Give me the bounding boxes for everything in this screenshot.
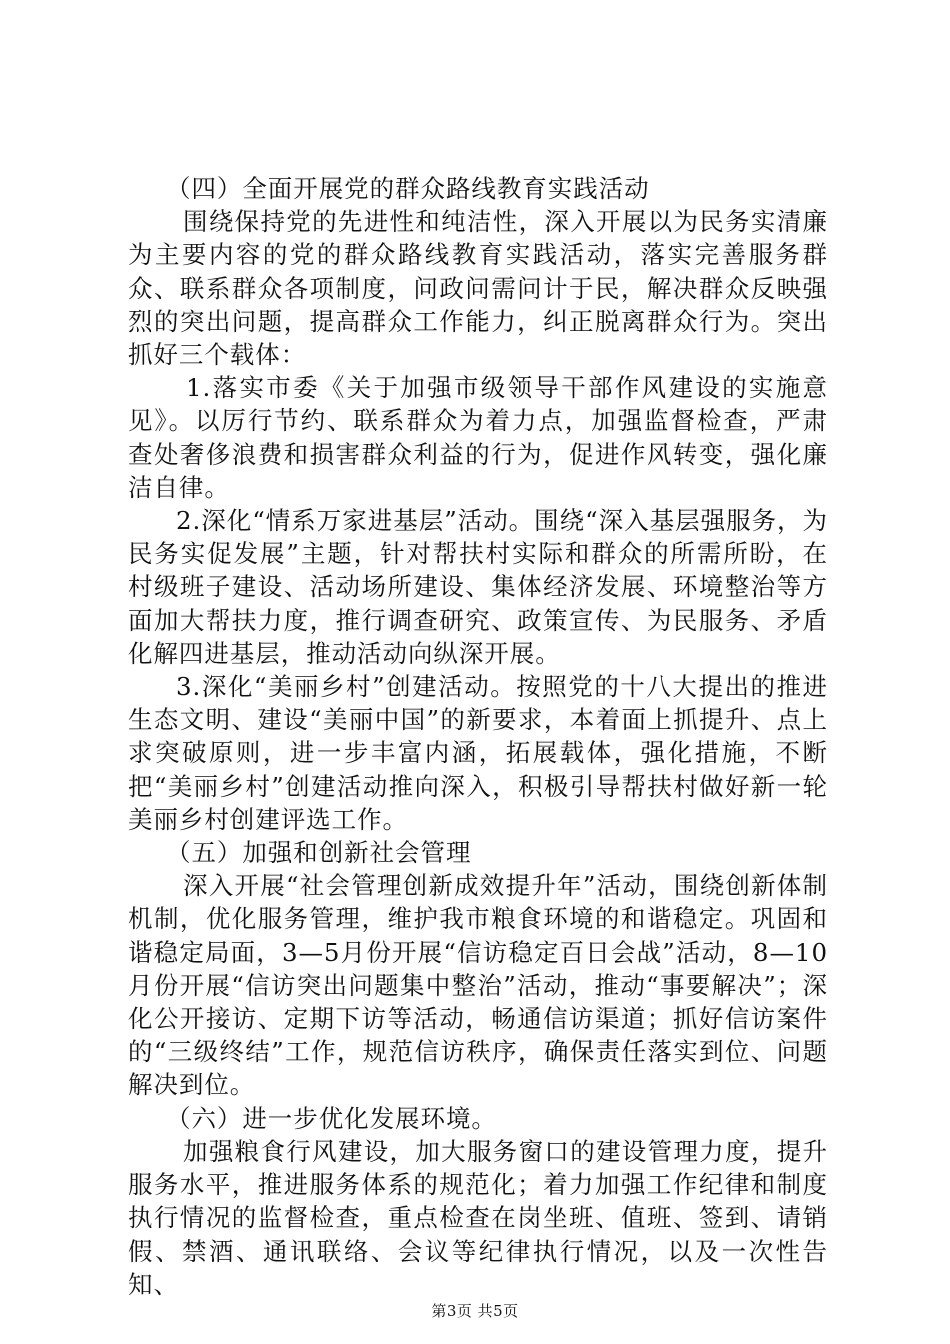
section-heading-5: （五）加强和创新社会管理 — [166, 838, 472, 868]
body-paragraph: 围绕保持党的先进性和纯洁性，深入开展以为民务实清廉为主要内容的党的群众路线教育实践活动，落实完善服务群众、联系群众各项制度，问政问需问计于民，解决群众反映强烈的突出问题，提高群众工作能力，纠正脱离群众行为。突出抓好三个载体： — [128, 207, 828, 370]
section-heading-4: （四）全面开展党的群众路线教育实践活动 — [166, 174, 650, 203]
section-heading-6: （六）进一步优化发展环境。 — [166, 1103, 497, 1133]
body-paragraph: 加强粮食行风建设，加大服务窗口的建设管理力度，提升服务水平，推进服务体系的规范化；着力加强工作纪律和制度执行情况的监督检查，重点检查在岗坐班、值班、签到、请销假、禁酒、通讯联络、会议等纪律执行情况，以及一次性告知、 — [128, 1136, 828, 1299]
body-paragraph: 深入开展“社会管理创新成效提升年”活动，围绕创新体制机制，优化服务管理，维护我市粮食环境的和谐稳定。巩固和谐稳定局面，3—5月份开展“信访稳定百日会战”活动，8—10月份开展“信访突出问题集中整治”活动，推动“事要解决”；深化公开接访、定期下访等活动，畅通信访渠道；抓好信访案件的“三级终结”工作，规范信访秩序，确保责任落实到位、问题解决到位。 — [128, 871, 828, 1100]
list-item-2: 2.深化“情系万家进基层”活动。围绕“深入基层强服务，为民务实促发展”主题，针对帮扶村实际和群众的所需所盼，在村级班子建设、活动场所建设、集体经济发展、环境整治等方面加大帮扶力度，推行调查研究、政策宣传、为民服务、矛盾化解四进基层，推动活动向纵深开展。 — [128, 506, 828, 668]
list-item-3: 3.深化“美丽乡村”创建活动。按照党的十八大提出的推进生态文明、建设“美丽中国”的新要求，本着面上抓提升、点上求突破原则，进一步丰富内涵，拓展载体，强化措施，不断把“美丽乡村”创建活动推向深入，积极引导帮扶村做好新一轮美丽乡村创建评选工作。 — [128, 672, 828, 834]
list-item-1: 1.落实市委《关于加强市级领导干部作风建设的实施意见》。以厉行节约、联系群众为着力点，加强监督检查，严肃查处奢侈浪费和损害群众利益的行为，促进作风转变，强化廉洁自律。 — [128, 373, 828, 502]
page-footer: 第3页 共5页 — [431, 1302, 519, 1320]
document-body — [128, 172, 828, 1301]
